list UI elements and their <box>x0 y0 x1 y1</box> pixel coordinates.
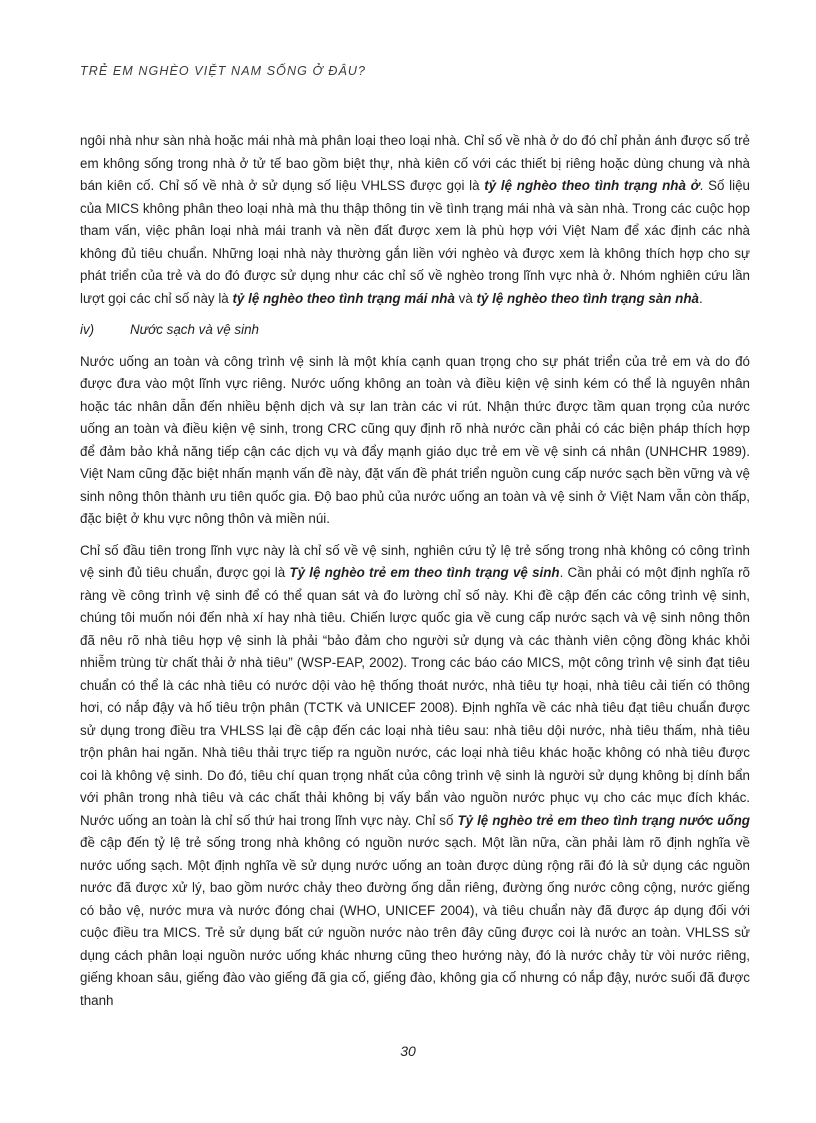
term-housing-poverty: tỷ lệ nghèo theo tình trạng nhà ở <box>484 178 700 193</box>
subsection-number: iv) <box>80 322 95 337</box>
body-text <box>80 130 750 1012</box>
text-run: ngôi nhà như sàn nhà hoặc mái nhà mà phân loại theo loại nhà. Chỉ số về nhà ở do đó chỉ phản ánh được số trẻ em không sống trong nhà ở tử tế bao gồm biệt thự, nhà kiên cố với các thiết bị riêng hoặc dùng chung và nhà bán kiên cố. Chỉ số về nhà ở sử dụng số liệu VHLSS được gọi là <box>80 133 750 193</box>
text-run: . Số liệu của MICS không phân theo loại nhà mà thu thập thông tin về tình trạng mái nhà và sàn nhà. Trong các cuộc họp tham vấn, việc phân loại nhà mái tranh và nền đất được xem là phù hợp với Việt Nam để xác định các nhà không đủ tiêu chuẩn. Những loại nhà này thường gắn liền với nghèo và được xem là không thích hợp cho sự phát triển của trẻ và do đó được sử dụng như các chỉ số về nghèo trong lĩnh vực nhà ở. Nhóm nghiên cứu lần lượt gọi các chỉ số này là <box>80 178 751 306</box>
term-floor-poverty: tỷ lệ nghèo theo tình trạng sàn nhà <box>476 290 699 306</box>
subsection-title: Nước sạch và vệ sinh <box>130 322 259 337</box>
text-run: và <box>454 290 477 306</box>
running-header: TRẺ EM NGHÈO VIỆT NAM SỐNG Ở ĐÂU? <box>80 64 367 78</box>
term-roof-poverty: tỷ lệ nghèo theo tình trạng mái nhà <box>232 290 455 306</box>
text-run: đề cập đến tỷ lệ trẻ sống trong nhà không có nguồn nước sạch. Một lần nữa, cần phải làm rõ định nghĩa về nước uống sạch. Một định nghĩa về sử dụng nước uống an toàn được dùng rộng rãi đó là sử dụng các nguồn nước đã được xử lý, bao gồm nước chảy theo đường ống dẫn riêng, đường ống nước công cộng, nước giếng có bảo vệ, nước mưa và nước đóng chai (WHO, UNICEF 2004), và tiêu chuẩn này đã được áp dụng đối với cuộc điều tra MICS. Trẻ sử dụng bất cứ nguồn nước nào trên đây cũng được coi là nước an toàn. VHLSS sử dụng cách phân loại nguồn nước uống khác nhưng cũng theo hướng này, đó là nước chảy từ vòi nước riêng, giếng khoan sâu, giếng đào vào giếng đã gia cố, giếng đào, không gia cố nhưng có nắp đậy, nước suối đã được thanh <box>80 835 750 1008</box>
paragraph-housing <box>80 130 750 310</box>
text-run: . <box>698 290 703 306</box>
text-run: Chỉ số đầu tiên trong lĩnh vực này là chỉ số về vệ sinh, nghiên cứu tỷ lệ trẻ sống trong nhà không có công trình vệ sinh đủ tiêu chuẩn, được gọi là <box>80 542 750 580</box>
page-number: 30 <box>400 1043 416 1059</box>
paragraph-water-intro: Nước uống an toàn và công trình vệ sinh là một khía cạnh quan trọng cho sự phát triển của trẻ em và do đó được đưa vào một lĩnh vực riêng. Nước uống không an toàn và điều kiện vệ sinh kém có thể là nguyên nhân hoặc tác nhân dẫn đến nhiều bệnh dịch và sự lan tràn các vi rút. Nhận thức được tầm quan trọng của nước uống an toàn và điều kiện vệ sinh, trong CRC cũng quy định rõ nhà nước cần phải có các biện pháp thích hợp để đảm bảo khả năng tiếp cận các dịch vụ và đẩy mạnh giáo dục trẻ em về vệ sinh cá nhân (UNHCHR 1989). Việt Nam cũng đặc biệt nhấn mạnh vấn đề này, đặt vấn đề phát triển nguồn cung cấp nước sạch bền vững và vệ sinh nông thôn thành ưu tiên quốc gia. Độ bao phủ của nước uống an toàn và vệ sinh ở Việt Nam vẫn còn thấp, đặc biệt ở khu vực nông thôn và miền núi. <box>80 353 750 526</box>
term-water-poverty: Tỷ lệ nghèo trẻ em theo tình trạng nước uống <box>457 812 750 828</box>
paragraph-sanitation <box>80 540 750 1013</box>
term-sanitation-poverty: Tỷ lệ nghèo trẻ em theo tình trạng vệ sinh <box>289 565 560 580</box>
text-run: . Cần phải có một định nghĩa rõ ràng về công trình vệ sinh để có thể quan sát và đo lường chỉ số này. Khi đề cập đến các công trình vệ sinh, chúng tôi muốn nói đến nhà xí hay nhà tiêu. Chiến lược quốc gia về cung cấp nước sạch và vệ sinh nông thôn đã nêu rõ nhà tiêu hợp vệ sinh là phải “bảo đảm cho người sử dụng và các thành viên cộng đồng khác khỏi nhiễm trùng từ chất thải ở nhà tiêu” (WSP-EAP, 2002). Trong các báo cáo MICS, một công trình vệ sinh đạt tiêu chuẩn có thể là các nhà tiêu có nước dội vào hệ thống thoát nước, nhà tiêu tự hoại, nhà tiêu cải tiến có thông hơi, có nắp đậy và hố tiêu trộn phân (TCTK và UNICEF 2008). Định nghĩa về các nhà tiêu đạt tiêu chuẩn được sử dụng trong điều tra VHLSS lại đề cập đến các loại nhà tiêu sau: nhà tiêu dội nước, nhà tiêu thấm, nhà tiêu trộn phân hai ngăn. Nhà tiêu thải trực tiếp ra nguồn nước, các loại nhà tiêu khác hoặc không có nhà tiêu được coi là không vệ sinh. Do đó, tiêu chí quan trọng nhất của công trình vệ sinh là người sử dụng không bị dính bẩn với phân trong nhà tiêu và các chất thải không bị vấy bẩn vào nguồn nước phục vụ cho các mục đích khác. Nước uống an toàn là chỉ số thứ hai trong lĩnh vực này. Chỉ số <box>80 565 750 828</box>
subsection-heading <box>80 319 750 342</box>
